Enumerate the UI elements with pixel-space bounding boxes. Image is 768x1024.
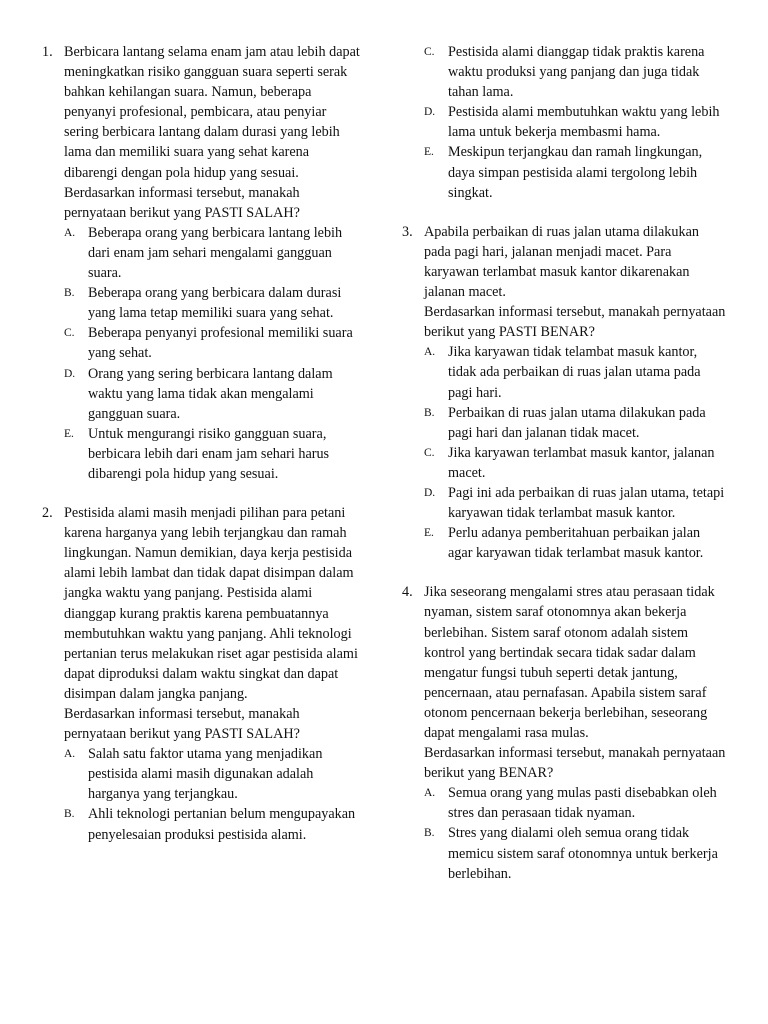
question-text: Pestisida alami masih menjadi pilihan para petani karena harganya yang lebih terjangkau dan ramah lingkungan. Namun demikian, daya kerja pestisida alami lebih lambat dan tidak dapat disimpan dalam jangka waktu yang panjang. Pestisida alami dianggap kurang praktis karena pembuatannya membutuhkan waktu yang panjang. Ahli teknologi pertanian terus melakukan riset agar pestisida alami dapat diproduksi dalam waktu singkat dan dapat disimpan dalam jangka panjang. xyxy=(64,505,358,702)
option-text: Untuk mengurangi risiko gangguan suara, berbicara lebih dari enam jam sehari harus dibarengi pola hidup yang sesuai. xyxy=(88,425,330,482)
question-4 xyxy=(402,582,726,883)
option-text: Semua orang yang mulas pasti disebabkan oleh stres dan perasaan tidak nyaman. xyxy=(448,785,717,822)
option-d[interactable] xyxy=(424,483,726,523)
question-number: 3. xyxy=(402,223,413,240)
option-a[interactable] xyxy=(424,342,726,402)
option-text: Pagi ini ada perbaikan di ruas jalan utama, tetapi karyawan tidak terlambat masuk kantor. xyxy=(448,484,725,522)
option-letter: D. xyxy=(424,106,436,119)
option-d[interactable] xyxy=(64,364,364,424)
question-text: Apabila perbaikan di ruas jalan utama dilakukan pada pagi hari, jalanan menjadi macet. Para karyawan terlambat masuk kantor dikarenakan jalanan macet. xyxy=(424,223,699,301)
option-list xyxy=(424,342,726,563)
question-2 xyxy=(42,503,364,845)
option-text: Perbaikan di ruas jalan utama dilakukan pada pagi hari dan jalanan tidak macet. xyxy=(448,404,706,441)
option-list-continued xyxy=(424,42,726,203)
option-letter: B. xyxy=(64,808,75,821)
option-b[interactable] xyxy=(64,283,364,323)
option-a[interactable] xyxy=(64,744,364,804)
question-prompt: Berdasarkan informasi tersebut, manakah pernyataan berikut yang PASTI BENAR? xyxy=(424,304,726,341)
option-text: Ahli teknologi pertanian belum mengupayakan penyelesaian produksi pestisida alami. xyxy=(88,806,356,843)
option-text: Jika karyawan terlambat masuk kantor, jalanan macet. xyxy=(448,444,715,481)
option-text: Pestisida alami membutuhkan waktu yang lebih lama untuk bekerja membasmi hama. xyxy=(448,104,720,141)
question-number: 2. xyxy=(42,505,53,522)
right-column xyxy=(402,42,726,884)
option-text: Beberapa orang yang berbicara dalam durasi yang lama tetap memiliki suara yang sehat. xyxy=(88,285,342,322)
option-a[interactable] xyxy=(64,223,364,283)
option-text: Beberapa penyanyi profesional memiliki suara yang sehat. xyxy=(88,325,353,362)
option-e[interactable] xyxy=(424,142,726,202)
option-letter: A. xyxy=(64,748,76,761)
option-letter: E. xyxy=(64,427,74,440)
option-letter: B. xyxy=(424,406,435,419)
option-text: Stres yang dialami oleh semua orang tidak memicu sistem saraf otonomnya untuk berkerja berlebihan. xyxy=(448,825,718,882)
option-list xyxy=(64,223,364,484)
option-letter: C. xyxy=(64,327,75,340)
option-text: Orang yang sering berbicara lantang dalam waktu yang lama tidak akan mengalami gangguan suara. xyxy=(88,365,333,422)
option-text: Jika karyawan tidak telambat masuk kantor, tidak ada perbaikan di ruas jalan utama pada pagi hari. xyxy=(448,344,701,401)
option-list xyxy=(64,744,364,844)
option-text: Meskipun terjangkau dan ramah lingkungan, daya simpan pestisida alami tergolong lebih singkat. xyxy=(448,144,703,201)
option-text: Pestisida alami dianggap tidak praktis karena waktu produksi yang panjang dan juga tidak tahan lama. xyxy=(448,44,705,101)
question-text: Berbicara lantang selama enam jam atau lebih dapat meningkatkan risiko gangguan suara seperti serak bahkan kehilangan suara. Namun, beberapa penyanyi profesional, pembicara, atau penyiar sering berbicara lantang dalam durasi yang lebih lama dan memiliki suara yang sehat karena dibarengi dengan pola hidup yang sesuai. xyxy=(64,44,360,181)
option-e[interactable] xyxy=(64,424,364,484)
option-e[interactable] xyxy=(424,523,726,563)
question-text: Jika seseorang mengalami stres atau perasaan tidak nyaman, sistem saraf otonomnya akan bekerja berlebihan. Sistem saraf otonom adalah sistem kontrol yang bertindak secara tidak sadar dalam mengatur fungsi tubuh seperti detak jantung, pencernaan, atau pernafasan. Apabila sistem saraf otonom pencernaan bekerja berlebihan, seseorang dapat mengalami rasa mulas. xyxy=(424,584,715,741)
option-list xyxy=(424,783,726,883)
question-number: 4. xyxy=(402,584,413,601)
option-letter: A. xyxy=(64,226,76,239)
option-letter: A. xyxy=(424,346,436,359)
option-c[interactable] xyxy=(424,443,726,483)
question-prompt: Berdasarkan informasi tersebut, manakah pernyataan berikut yang PASTI SALAH? xyxy=(64,184,300,221)
question-prompt: Berdasarkan informasi tersebut, manakah pernyataan berikut yang PASTI SALAH? xyxy=(64,706,300,743)
option-c[interactable] xyxy=(64,323,364,363)
option-letter: D. xyxy=(64,367,76,380)
question-prompt: Berdasarkan informasi tersebut, manakah pernyataan berikut yang BENAR? xyxy=(424,745,726,782)
option-letter: A. xyxy=(424,787,436,800)
option-letter: D. xyxy=(424,486,436,499)
option-letter: E. xyxy=(424,146,434,159)
option-letter: C. xyxy=(424,46,435,58)
left-column xyxy=(42,42,364,845)
option-text: Beberapa orang yang berbicara lantang lebih dari enam jam sehari mengalami gangguan suara. xyxy=(88,224,343,282)
option-text: Salah satu faktor utama yang menjadikan pestisida alami masih digunakan adalah harganya yang terjangkau. xyxy=(88,746,323,803)
option-letter: E. xyxy=(424,527,434,540)
question-1 xyxy=(42,42,364,484)
question-3 xyxy=(402,222,726,564)
option-c[interactable] xyxy=(424,42,726,102)
option-d[interactable] xyxy=(424,102,726,142)
option-a[interactable] xyxy=(424,783,726,823)
question-number: 1. xyxy=(42,44,53,60)
option-letter: B. xyxy=(424,827,435,840)
option-letter: C. xyxy=(424,446,435,459)
option-letter: B. xyxy=(64,287,75,300)
option-text: Perlu adanya pemberitahuan perbaikan jalan agar karyawan tidak terlambat masuk kantor. xyxy=(448,525,704,562)
option-b[interactable] xyxy=(424,403,726,443)
option-b[interactable] xyxy=(64,804,364,844)
option-b[interactable] xyxy=(424,823,726,883)
